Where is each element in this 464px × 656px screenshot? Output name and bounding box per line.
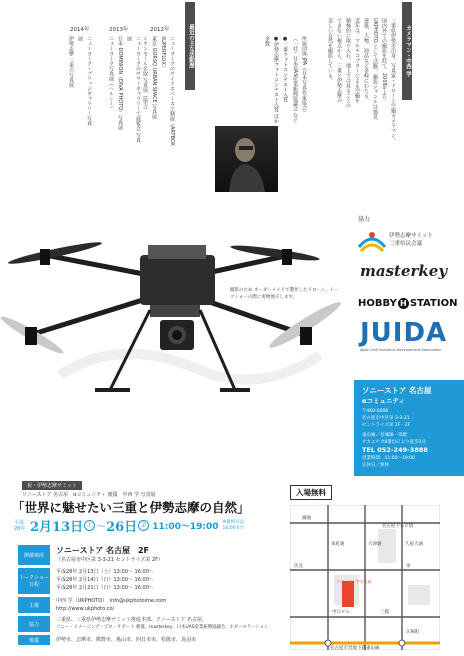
detail-label: 協力 <box>18 616 50 632</box>
bio-line: 積極的に取り入れ、地上では見ることの <box>345 18 351 108</box>
organizer-contact[interactable]: 中西 学（UKPHOTO） info@ukphotoime.com <box>56 598 167 604</box>
profile-line: ニューヨーク・ブリッジギャラリー写真展 <box>77 36 92 126</box>
map-label-otsu: 大津通 <box>368 542 382 547</box>
station-word: STATION <box>409 298 458 309</box>
bio-line: 三重県伊勢市出身。写真家・ドローン空撮カメラマン。 <box>390 18 396 143</box>
portrait-figure <box>215 126 278 192</box>
juida-subtitle: Japan UAS Industrial Development Association <box>360 348 442 352</box>
bio-line: UKPHOTO として活動。撮影ジャンルは風景、 <box>372 18 378 125</box>
event-start-dow: 土 <box>84 520 95 531</box>
detail-row-support <box>18 635 288 645</box>
masterkey-logo: masterkey <box>360 262 448 280</box>
event-organizer: ソニーストア 名古屋 αコミュニティ 後援 中西 学 写真展 <box>22 492 156 498</box>
free-admission-badge: 入場無料 <box>290 485 332 500</box>
event-end-dow: 金 <box>138 520 149 531</box>
event-era: 平成28年 <box>14 519 26 532</box>
profile-line: 東京 GORSQ URBAN SPACE 写真展 <box>151 36 157 120</box>
bio-header: カメラマン・中西 学 <box>402 2 412 100</box>
bio-line: できない視点から、三重と伊勢志摩の <box>336 18 342 103</box>
profile-col-2014 <box>66 36 93 126</box>
store-tel[interactable]: TEL 052-249-3888 <box>362 446 428 454</box>
ise-summit-name: 伊勢志摩サミット <box>389 233 433 239</box>
hobby-station-logo <box>358 298 457 309</box>
map-store-label: ソニーストア名古屋 <box>336 579 372 584</box>
store-community: αコミュニティ <box>362 397 405 405</box>
drone-caption: 撮影のため オーダーメイドで製作したドローン。トークショーの際に実物展示します。 <box>230 288 339 300</box>
event-end-date: 26日 <box>106 520 138 535</box>
store-closed: 定休日／無休 <box>362 463 389 468</box>
bio-line: 国内外での撮影を経て、2009年より <box>381 18 387 101</box>
award-line: ●三重フォトコンテスト入賞 <box>282 36 288 102</box>
event-title: 「世界に魅せたい三重と伊勢志摩の自然」 <box>12 500 250 515</box>
map-label-fushimi: 伏見 <box>294 564 303 569</box>
support-line: 伊勢市、志摩市、熊野市、亀山市、四日市市、松阪市、鳥羽市 <box>56 637 197 643</box>
detail-row-organizer <box>18 597 288 613</box>
profile-membership <box>290 36 308 156</box>
bio-line: 美しい自然を撮影している。 <box>327 18 333 83</box>
access-map <box>290 505 440 650</box>
map-label-chunichi: 中日ビル <box>332 610 350 615</box>
detail-label: トークショー日程 <box>18 568 50 594</box>
bio-text <box>325 18 397 168</box>
ise-summit-logo <box>357 226 457 254</box>
bio-line: 近年は、マルチコプターによる空撮を <box>354 18 360 103</box>
ise-summit-icon <box>357 227 387 253</box>
store-address1: 名古屋市中区栄 3-3-21 <box>362 416 410 421</box>
map-label-mitsukoshi: 三越 <box>380 610 389 615</box>
profile-awards <box>262 36 289 126</box>
member-line: 所属団体 JPA（日本写真作家協会） <box>301 36 307 116</box>
event-start-date: 2月13日 <box>30 520 84 535</box>
profile-line: 日本 DOMINION（DIVA PHOTO）写真展 <box>117 36 123 131</box>
cooperation-line: ソニー・イメージング・プロ・サポート 朝霧、masterkey、日本UAS産業振興協議会、ホビーステーション <box>56 625 269 630</box>
ise-summit-council: 三重県民会議 <box>389 241 423 247</box>
cooperation-line: 三重県、三重県伊勢志摩サミット推進本部、ソニーストア 名古屋、 <box>56 617 207 623</box>
venue-address: （名古屋市中区栄 3-3-21 セントライズ栄 2F） <box>56 557 163 563</box>
talkshow-date: 平成28年 2月14日（日）13:00～ 16:00～ <box>56 577 154 583</box>
profile-line: 伊勢志摩 三重の写真展 <box>68 36 74 88</box>
bio-line: 建築、人物、商品など多岐にわたる。 <box>363 18 369 103</box>
map-label-nishiki: 錦通 <box>302 516 311 521</box>
profile-col-2013 <box>106 36 142 146</box>
map-station-label: 名古屋市営地下鉄東山線 <box>330 646 380 650</box>
event-final-note: ※最終日は16:00まで <box>222 519 245 531</box>
venue-name: ソニーストア 名古屋 2F <box>56 546 150 555</box>
store-access1: 東山線／名城線・栄駅 <box>362 433 407 438</box>
store-zip: 〒460-0008 <box>362 409 389 414</box>
year-2014: 2014年 <box>70 27 90 33</box>
map-label-sakae: 栄 <box>406 564 411 569</box>
event-date-line <box>14 516 255 535</box>
detail-label: 開催場所 <box>18 545 50 565</box>
sponsor-label: 協力 <box>358 216 371 223</box>
year-2013: 2013年 <box>109 27 129 33</box>
juida-logo: JUIDA <box>360 318 448 348</box>
profile-line: ニューヨークのサワーギャラリーで展覧会 写真展 <box>126 36 141 143</box>
map-label-tv-tower: 名古屋テレビ塔 <box>382 524 414 529</box>
profile-line: ニューヨーク写真展（ヘルシー） <box>108 36 114 111</box>
store-access2: サカエチカ8番出口より徒歩3分 <box>362 440 427 445</box>
talkshow-date: 平成28年 2月13日（土）13:00～ 16:00～ <box>56 569 154 575</box>
detail-row-cooperation <box>18 616 288 632</box>
event-date-tilde: ～ <box>96 522 107 533</box>
talkshow-date: 平成28年 2月21日（日）13:00～ 16:00～ <box>56 585 154 591</box>
store-name: ソニーストア 名古屋 <box>362 386 432 395</box>
year-2012: 2012年 <box>150 27 170 33</box>
organizer-url[interactable]: http://www.ukphoto.co/ <box>56 606 115 612</box>
map-label-yabacho: 矢場町 <box>406 630 420 635</box>
profile-header: 最近の主な活動歴 <box>185 2 195 90</box>
map-label-honmachi: 本町通 <box>331 542 345 547</box>
profile-col-2012 <box>140 36 176 146</box>
member-line: （一社）日本UAS産業振興協議会 など <box>292 36 298 123</box>
store-info-box <box>354 380 464 476</box>
summit-tag: 祝・伊勢志摩サミット <box>22 481 82 490</box>
store-hours: 営業時間：11:00～19:00 <box>362 456 415 461</box>
profile-line: ニューヨークのサイアスペースで個展（ARTBOX SUPERFLUX） <box>160 36 175 146</box>
detail-row-talkshow <box>18 568 288 594</box>
store-address2: セントライズ栄 1F・2F <box>362 423 411 428</box>
hobby-word: HOBBY <box>358 298 397 309</box>
detail-label: 主催 <box>18 597 50 613</box>
profile-line: イオンモール名取 写真展（協力） <box>142 36 148 113</box>
hobby-h-mark: H <box>398 298 409 309</box>
event-hours: 11:00～19:00 <box>152 522 219 532</box>
map-label-hisaya: 久屋大通 <box>405 542 423 547</box>
detail-label: 後援 <box>18 635 50 645</box>
detail-row-venue <box>18 545 288 565</box>
award-line: ●伊勢志摩フォトコンテスト入賞 ほか多数 <box>264 36 279 124</box>
details-table <box>18 545 288 645</box>
store-location-marker <box>342 581 354 607</box>
portrait-photo <box>215 126 278 192</box>
